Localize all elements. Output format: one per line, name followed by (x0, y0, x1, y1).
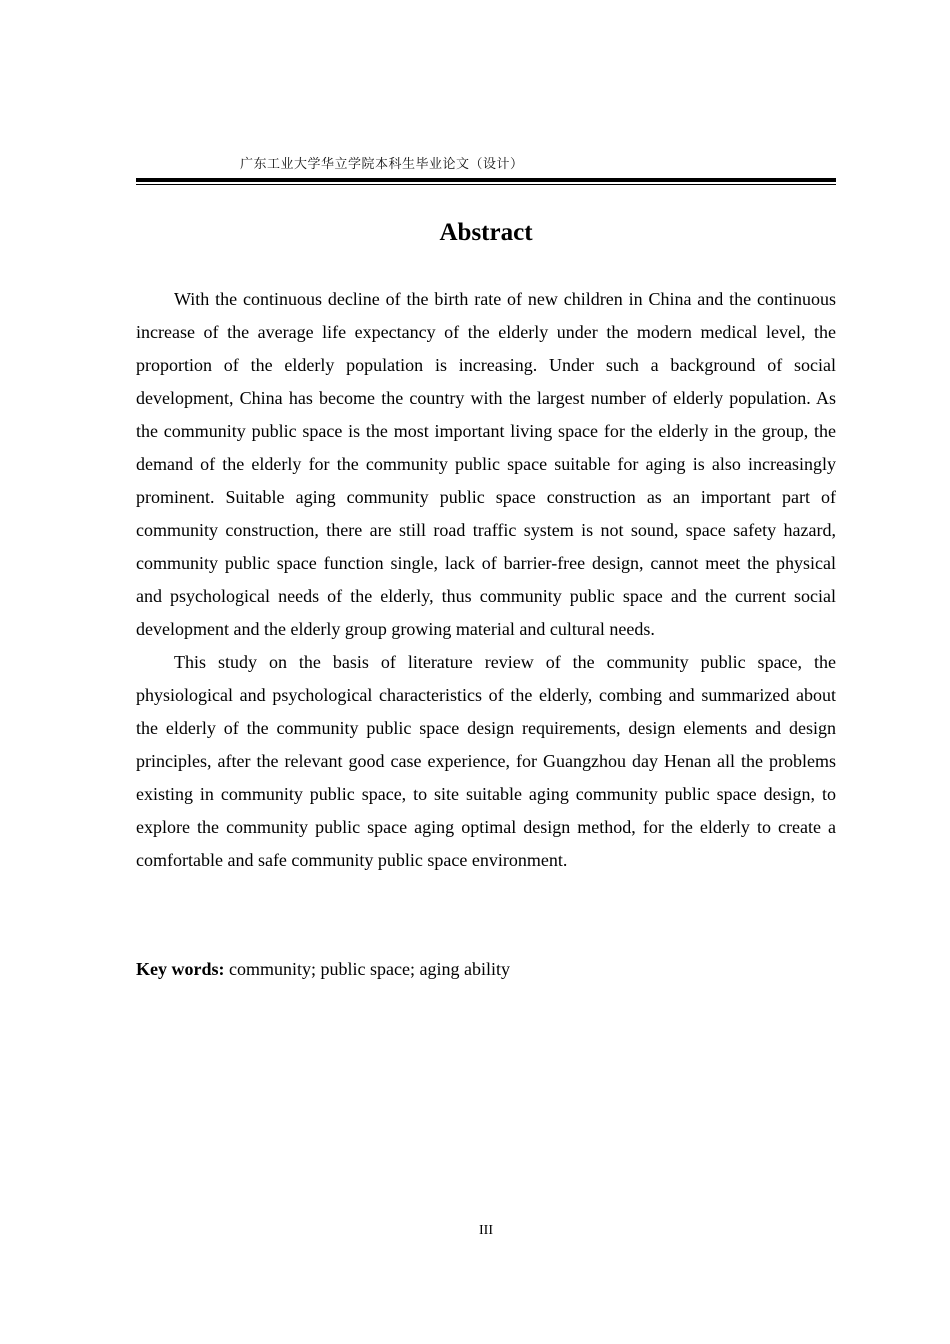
abstract-paragraph-2: This study on the basis of literature review of the community public space, the physiological and psychological characteristics of the elderly, combing and summarized about the elderly of the community public space design requirements, design elements and design principles, after the relevant good case experience, for Guangzhou day Henan all the problems existing in community public space, to site suitable aging community public space design, to explore the community public space aging optimal design method, for the elderly to create a comfortable and safe community public space environment. (136, 652, 836, 870)
keywords-label: Key words: (136, 959, 225, 979)
abstract-body (136, 283, 836, 877)
page-number: III (479, 1223, 493, 1238)
header-rule-thin (136, 184, 836, 185)
header-rule-thick (136, 178, 836, 182)
keywords-value: community; public space; aging ability (224, 959, 510, 979)
abstract-heading: Abstract (439, 219, 533, 246)
abstract-paragraph-1: With the continuous decline of the birth rate of new children in China and the continuous increase of the average life expectancy of the elderly under the modern medical level, the proportion of the elderly population is increasing. Under such a background of social development, China has become the country with the largest number of elderly population. As the community public space is the most important living space for the elderly in the group, the demand of the elderly for the community public space suitable for aging is also increasingly prominent. Suitable aging community public space construction as an important part of community construction, there are still road traffic system is not sound, space safety hazard, community public space function single, lack of barrier-free design, cannot meet the physical and psychological needs of the elderly, thus community public space and the current social development and the elderly group growing material and cultural needs. (136, 289, 836, 639)
running-header: 广东工业大学华立学院本科生毕业论文（设计） (240, 157, 524, 172)
keywords-line (136, 953, 836, 986)
